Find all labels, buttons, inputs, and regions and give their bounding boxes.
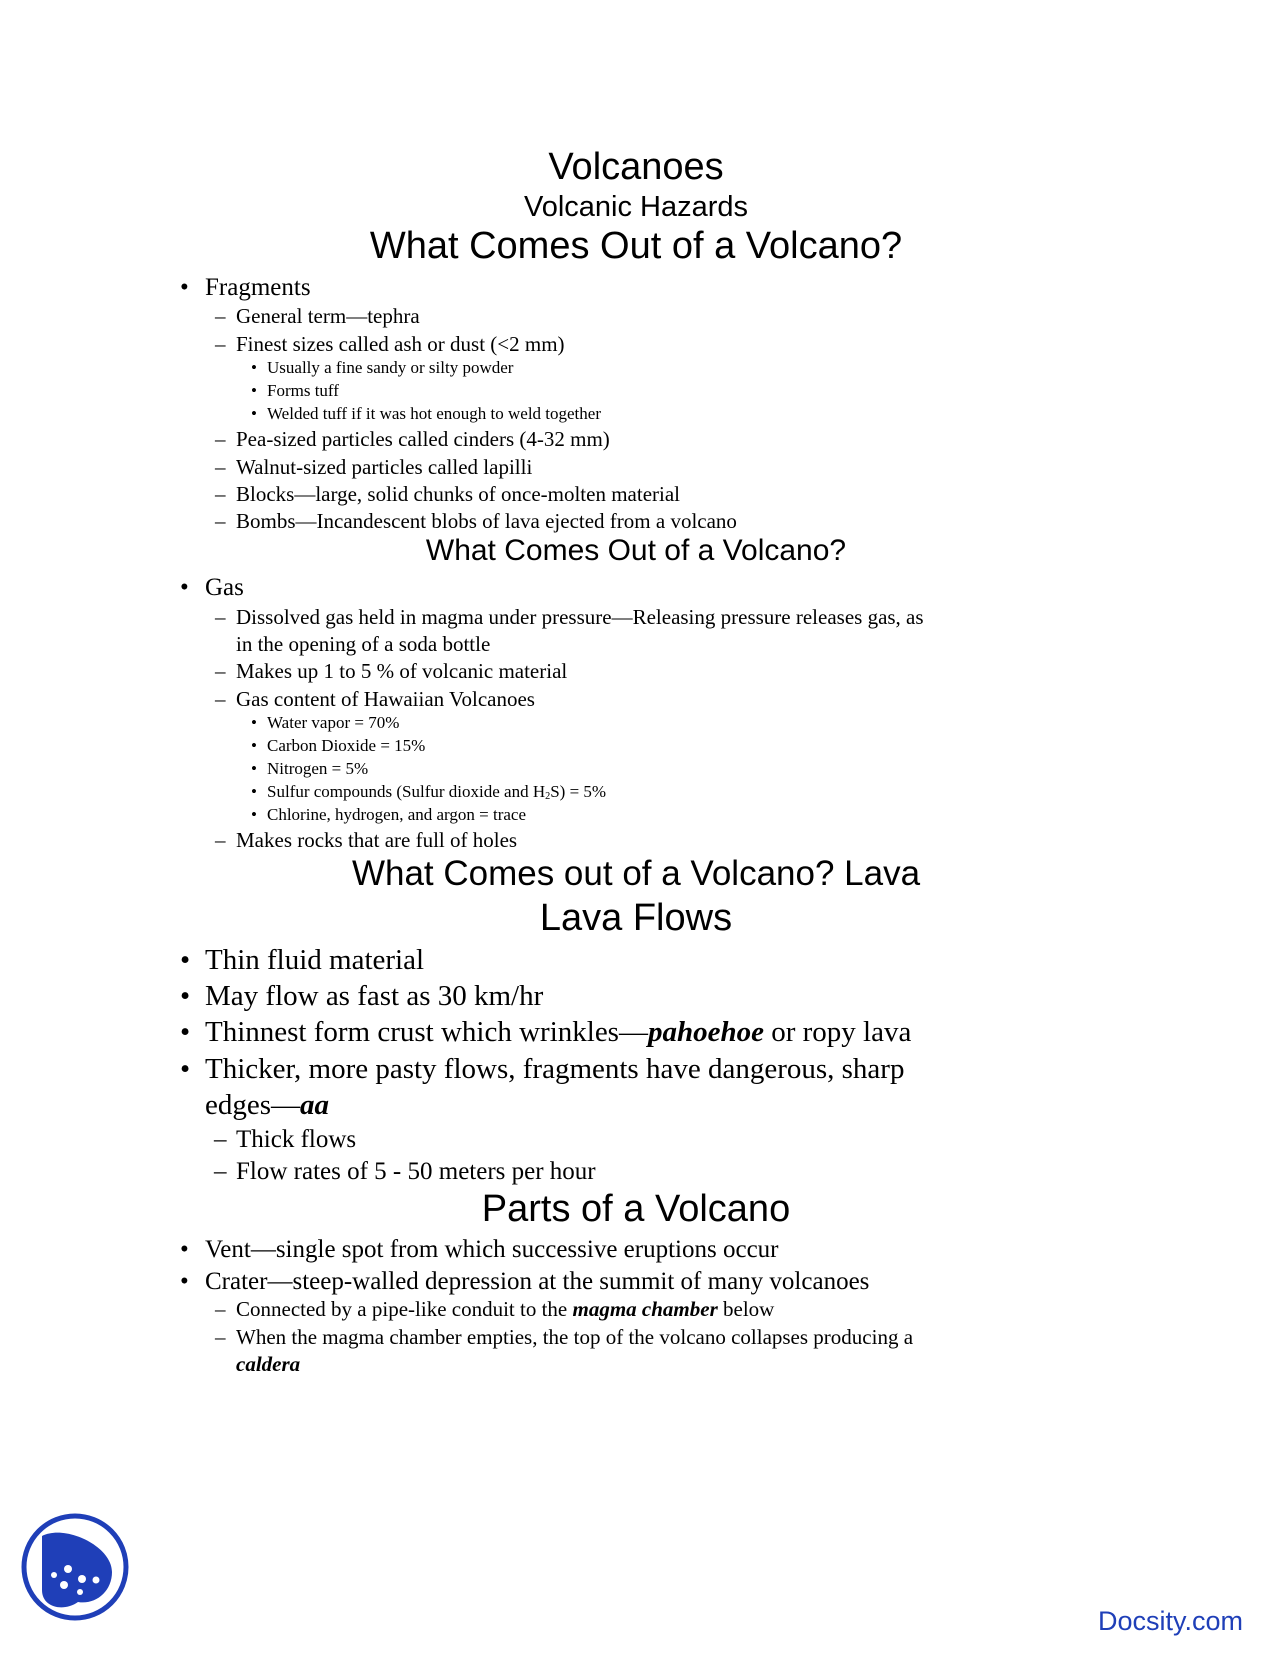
- bullet-marker: •: [251, 736, 257, 755]
- bullet-marker: •: [251, 381, 257, 400]
- list-item: Usually a fine sandy or silty powder: [267, 358, 514, 377]
- dash-marker: –: [215, 1297, 226, 1321]
- bullet-marker: •: [251, 358, 257, 377]
- gas-bullet: Gas: [205, 574, 244, 601]
- list-item: Bombs—Incandescent blobs of lava ejected from a volcano: [236, 509, 737, 533]
- list-item-continued: in the opening of a soda bottle: [236, 632, 491, 656]
- list-item: Thin fluid material: [205, 944, 425, 976]
- bullet-marker: •: [251, 404, 257, 423]
- bullet-marker: •: [180, 1268, 189, 1295]
- bullet-marker: •: [251, 759, 257, 778]
- dash-marker: –: [214, 1158, 227, 1185]
- list-item: Crater—steep-walled depression at the summit of many volcanoes: [205, 1268, 870, 1295]
- list-item: Gas content of Hawaiian Volcanoes: [236, 687, 535, 711]
- bullet-marker: •: [180, 274, 189, 301]
- dash-marker: –: [215, 427, 226, 451]
- list-item: Vent—single spot from which successive eruptions occur: [205, 1236, 779, 1263]
- bullet-marker: •: [180, 1236, 189, 1263]
- fragments-heading: What Comes Out of a Volcano?: [369, 225, 903, 267]
- list-item: Walnut-sized particles called lapilli: [236, 455, 533, 479]
- list-item: Chlorine, hydrogen, and argon = trace: [267, 805, 527, 824]
- list-item: Makes rocks that are full of holes: [236, 828, 518, 852]
- lava-flows-heading: Lava Flows: [539, 897, 733, 939]
- page-subtitle: Volcanic Hazards: [523, 191, 749, 223]
- list-item: Carbon Dioxide = 15%: [267, 736, 426, 755]
- dash-marker: –: [215, 828, 226, 852]
- list-item: Thick flows: [236, 1126, 357, 1153]
- dash-marker: –: [215, 482, 226, 506]
- dash-marker: –: [215, 605, 226, 629]
- dash-marker: –: [215, 659, 226, 683]
- list-item: Water vapor = 70%: [267, 713, 400, 732]
- bullet-marker: •: [180, 574, 189, 601]
- list-item: May flow as fast as 30 km/hr: [205, 980, 544, 1012]
- list-item: Welded tuff if it was hot enough to weld together: [267, 404, 601, 423]
- bullet-marker: •: [251, 782, 257, 801]
- bullet-marker: •: [180, 1016, 191, 1048]
- dash-marker: –: [214, 1126, 227, 1153]
- list-item: Dissolved gas held in magma under pressure—Releasing pressure releases gas, as: [236, 605, 924, 629]
- page-title: Volcanoes: [548, 146, 724, 188]
- dash-marker: –: [215, 1325, 226, 1349]
- sulfur-item: Sulfur compounds (Sulfur dioxide and $H_2S) = 5\%$: [267, 782, 607, 802]
- list-item: Flow rates of 5 - 50 meters per hour: [236, 1158, 596, 1185]
- list-item: Pea-sized particles called cinders (4-32 mm): [236, 427, 610, 451]
- docsity-logo-icon: [20, 1512, 130, 1622]
- pahoehoe-item: Thinnest form crust which wrinkles—pahoehoe or ropy lava: [205, 1016, 912, 1048]
- list-item: General term—tephra: [236, 304, 420, 328]
- dash-marker: –: [215, 304, 226, 328]
- list-item: Finest sizes called ash or dust (<2 mm): [236, 332, 565, 356]
- bullet-marker: •: [180, 944, 191, 976]
- list-item: Makes up 1 to 5 % of volcanic material: [236, 659, 568, 683]
- bullet-marker: •: [180, 980, 191, 1012]
- parts-heading: Parts of a Volcano: [481, 1188, 791, 1230]
- caldera-term: caldera: [236, 1352, 301, 1376]
- dash-marker: –: [215, 455, 226, 479]
- list-item: Thicker, more pasty flows, fragments have dangerous, sharp: [205, 1053, 905, 1085]
- dash-marker: –: [215, 509, 226, 533]
- dash-marker: –: [215, 687, 226, 711]
- list-item: Nitrogen = 5%: [267, 759, 369, 778]
- bullet-marker: •: [180, 1053, 191, 1085]
- lava-heading: What Comes out of a Volcano? Lava: [351, 854, 921, 893]
- bullet-marker: •: [251, 805, 257, 824]
- list-item: Blocks—large, solid chunks of once-molten material: [236, 482, 681, 506]
- bullet-marker: •: [251, 713, 257, 732]
- list-item: When the magma chamber empties, the top of the volcano collapses producing a: [236, 1325, 914, 1349]
- list-item: Forms tuff: [267, 381, 339, 400]
- fragments-bullet: Fragments: [205, 274, 311, 301]
- docsity-brand-text[interactable]: Docsity.com: [1098, 1606, 1244, 1636]
- aa-item: edges—aa: [205, 1089, 330, 1121]
- magma-chamber-item: Connected by a pipe-like conduit to the magma chamber below: [236, 1297, 775, 1321]
- gas-heading: What Comes Out of a Volcano?: [425, 534, 847, 567]
- dash-marker: –: [215, 332, 226, 356]
